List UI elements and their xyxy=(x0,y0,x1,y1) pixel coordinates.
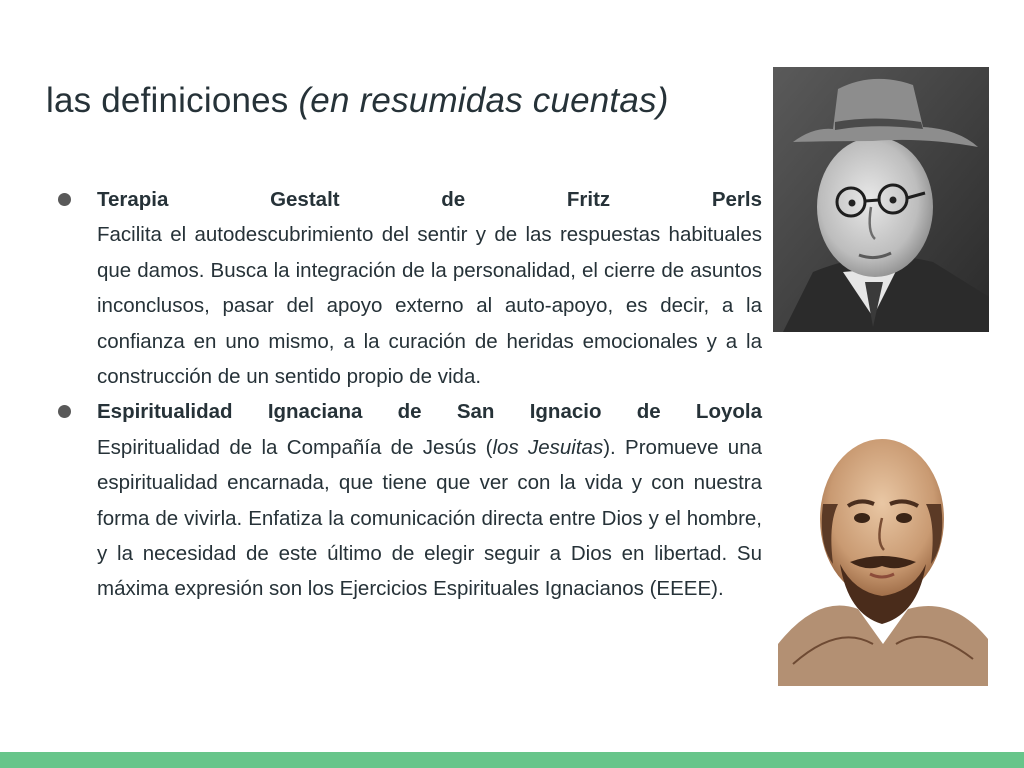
portrait-photo-perls xyxy=(773,67,989,332)
portrait-perls-image xyxy=(773,67,989,332)
bullet-dot-icon xyxy=(58,193,71,206)
bullet-body-after: ). Promueve una espiritualidad encarnada, que tiene que ver con la vida y con nuestra forma de vivirla. Enfatiza la comunicación directa entre Dios y el hombre, y la necesidad de este último de elegir seguir a Dios en libertad. Su máxima expresión son los Ejercicios Espirituales Ignacianos (EEEE). xyxy=(97,435,763,601)
bullet-heading: Espiritualidad Ignaciana de San Ignacio de Loyola xyxy=(97,400,762,424)
portrait-photo-loyola xyxy=(778,414,988,686)
title-italic: (en resumidas cuentas) xyxy=(298,81,669,120)
bullet-dot-icon xyxy=(58,405,71,418)
bullet-text xyxy=(97,394,762,606)
bullet-body-before: Espiritualidad de la Compañía de Jesús ( xyxy=(97,435,493,459)
portrait-loyola-image xyxy=(778,414,988,686)
bullet-list xyxy=(56,182,762,607)
bullet-body-italic: los Jesuitas xyxy=(492,435,604,459)
bullet-item-ignaciana xyxy=(56,394,762,606)
bottom-accent-bar xyxy=(0,752,1024,768)
bullet-text xyxy=(97,182,762,394)
bullet-item-gestalt xyxy=(56,182,762,394)
bullet-body: Facilita el autodescubrimiento del sentir y de las respuestas habituales que damos. Busca la integración de la personalidad, el cierre de asuntos inconclusos, pasar del apoyo externo al auto-apoyo, es decir, a la confianza en uno mismo, a la curación de heridas emocionales y a la construcción de un sentido propio de vida. xyxy=(97,223,762,389)
title-plain: las definiciones xyxy=(46,81,289,120)
slide-title xyxy=(46,78,669,124)
bullet-heading: Terapia Gestalt de Fritz Perls xyxy=(97,188,762,211)
